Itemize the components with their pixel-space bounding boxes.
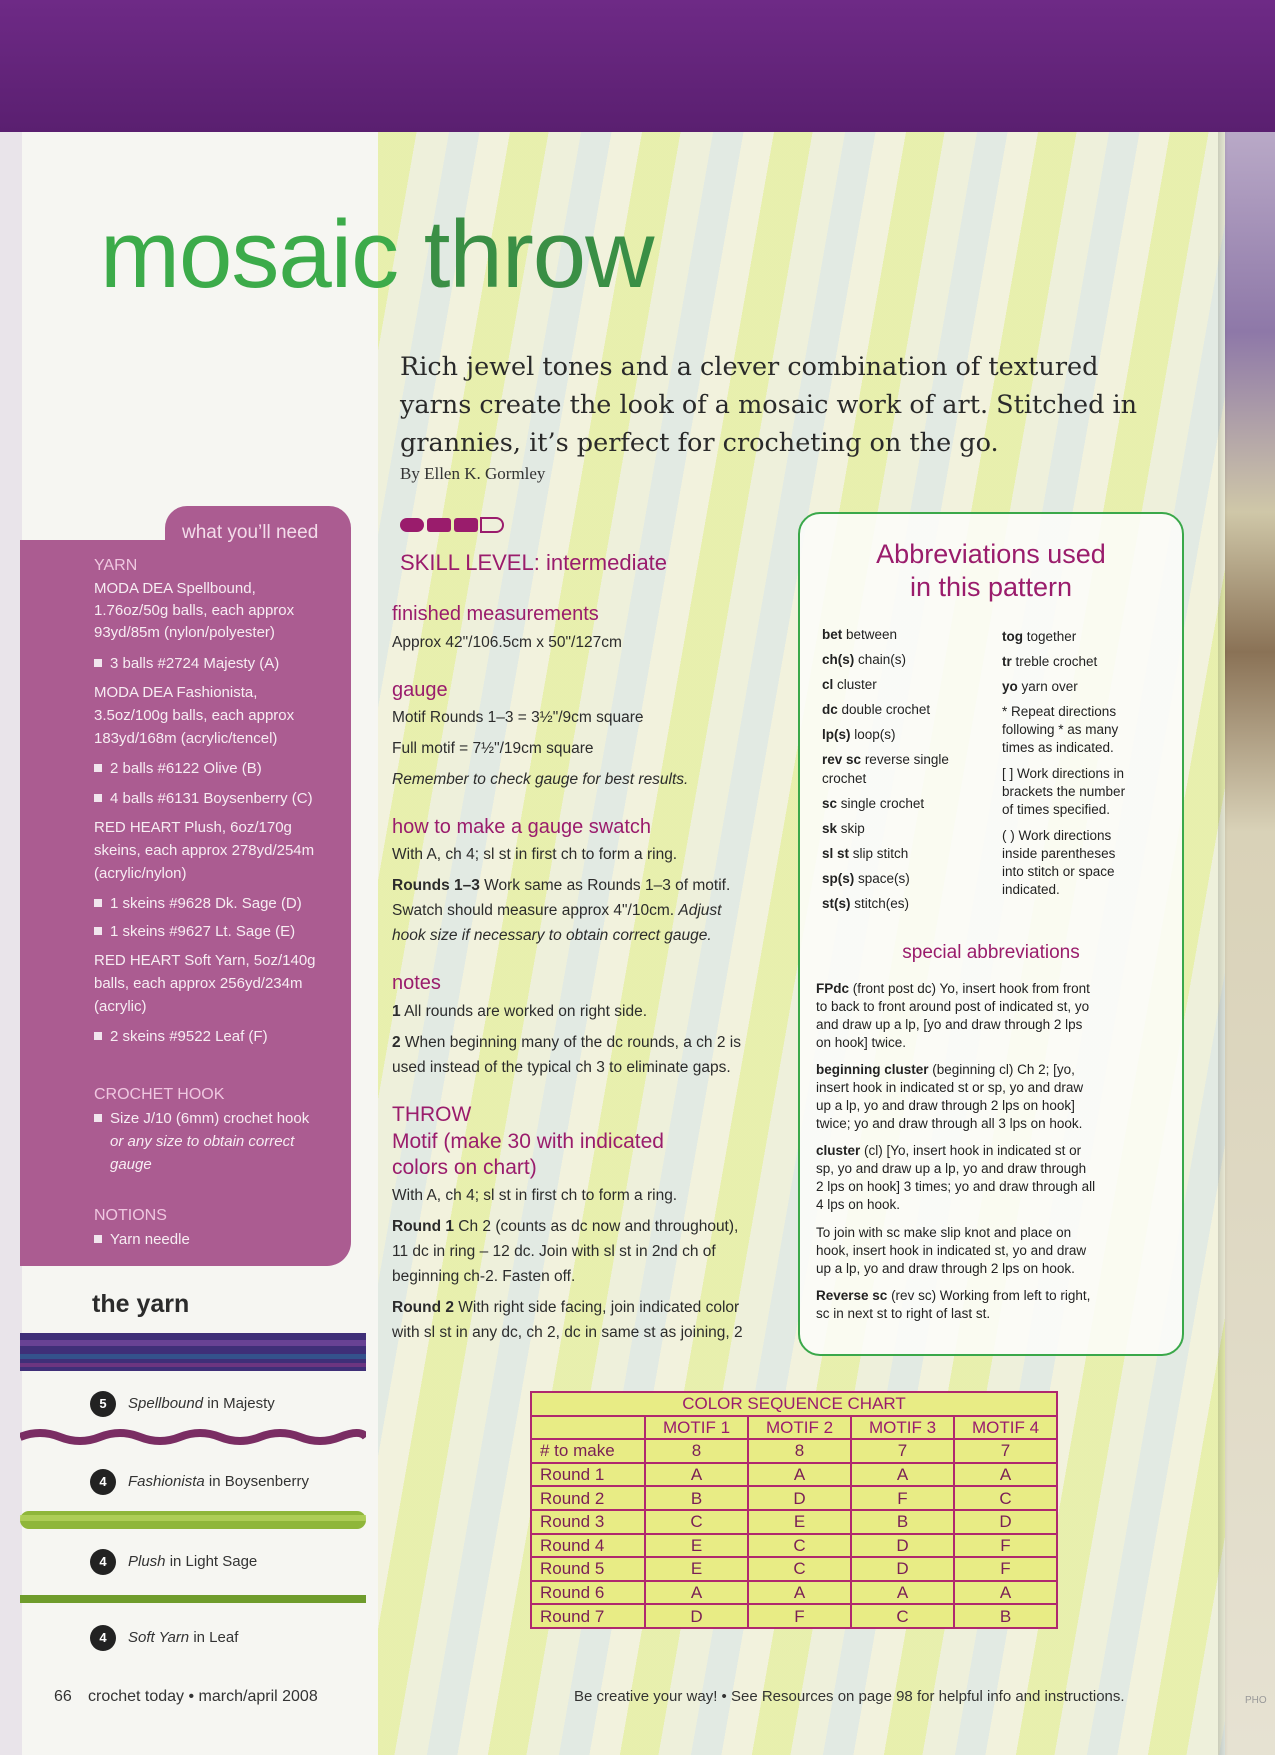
abbr-entry-cont: crochet [822,771,867,786]
swatch-line: With A, ch 4; sl st in first ch to form a ring. [392,846,678,863]
abbr-note: ( ) Work directions [1002,828,1112,843]
abbr-entry: ch(s) chain(s) [822,652,907,667]
needs-line: (acrylic) [94,998,147,1015]
round-1-cont: 11 dc in ring – 12 dc. Join with sl st in 2nd ch of [392,1243,716,1260]
abbr-entry: rev sc reverse single [822,752,949,767]
swatch-heading: how to make a gauge swatch [392,816,652,838]
gauge-line: Motif Rounds 1–3 = 3½"/9cm square [392,709,644,726]
measurements-text: Approx 42"/106.5cm x 50"/127cm [392,634,622,651]
abbr-note: inside parentheses [1002,846,1116,861]
yarn-label: 4 Plush in Light Sage [90,1549,257,1575]
yarn-strand-boysenberry [20,1426,366,1448]
weight-4-icon: 4 [90,1549,116,1575]
motif-heading: Motif (make 30 with indicated [392,1130,664,1153]
gauge-note: Remember to check gauge for best results. [392,771,689,788]
intro-paragraph: Rich jewel tones and a clever combination of textured yarns create the look of a mosaic work of art. Stitched in grannies, it’s perfect for crocheting on the go. [400,352,1138,458]
needs-title: what you’ll need [182,522,319,543]
magazine-footer: crochet today • march/april 2008 [88,1688,318,1705]
yarn-heading: the yarn [92,1290,190,1318]
abbr-entry: tr treble crochet [1002,654,1098,669]
note-1: 1 All rounds are worked on right side. [392,1003,648,1020]
gauge-heading: gauge [392,679,448,701]
round-1-cont: beginning ch-2. Fasten off. [392,1268,576,1285]
page-title [100,200,654,310]
throw-heading: THROW [392,1103,472,1126]
abbr-entry: dc double crochet [822,702,931,717]
adjacent-page-photo [1225,132,1275,1755]
needs-line: or any size to obtain correct [110,1133,295,1150]
chart-row: Round 7 D F C B [531,1604,1057,1628]
yarn-strand-leaf [20,1592,366,1606]
needs-item: 1 skeins #9628 Dk. Sage (D) [94,893,302,915]
chart-title: COLOR SEQUENCE CHART [531,1392,1057,1416]
swatch-line: hook size if necessary to obtain correct gauge. [392,927,712,944]
round-1: Round 1 Ch 2 (counts as dc now and throughout), [392,1218,739,1235]
skill-level-icon [400,516,512,534]
needs-line: gauge [110,1156,152,1173]
needs-line: (acrylic/nylon) [94,865,187,882]
note-2-cont: used instead of the typical ch 3 to eliminate gaps. [392,1059,731,1076]
page-fold-shadow [1218,132,1228,1755]
needs-line: skeins, each approx 278yd/254m [94,842,315,859]
abbr-entry: yo yarn over [1002,679,1078,694]
title-word-mosaic: mosaic [100,201,399,308]
note-2: 2 When beginning many of the dc rounds, a ch 2 is [392,1034,741,1051]
needs-line: balls, each approx 256yd/234m [94,975,303,992]
purple-top-band [0,0,1275,132]
yarn-label: 4 Soft Yarn in Leaf [90,1625,238,1651]
chart-col-header: MOTIF 2 [748,1416,851,1440]
abbr-entry: st(s) stitch(es) [822,896,910,911]
abbr-entry: sl st slip stitch [822,846,909,861]
page-number: 66 [54,1688,72,1705]
abbr-entry: cl cluster [822,677,877,692]
needs-line: 3.5oz/100g balls, each approx [94,707,295,724]
motif-heading-cont: colors on chart) [392,1156,537,1179]
needs-line: 93yd/85m (nylon/polyester) [94,624,275,641]
special-cluster: cluster (cl) [Yo, insert hook in indicated st or sp, yo and draw up a lp, yo and draw through 2 lps on hook] 3 times; yo and draw through all 4 lps on hook. [816,1143,1096,1212]
abbr-entry: tog together [1002,629,1077,644]
measurements-heading: finished measurements [392,603,599,625]
title-word-throw: throw [423,201,654,308]
needs-line: 183yd/168m (acrylic/tencel) [94,730,278,747]
special-abbreviations-heading: special abbreviations [902,942,1080,963]
chart-row: Round 2 B D F C [531,1486,1057,1510]
round-2: Round 2 With right side facing, join indicated color [392,1299,740,1316]
abbr-entry: bet between [822,627,898,642]
swatch-rounds: Rounds 1–3 Work same as Rounds 1–3 of motif. [392,877,731,894]
abbr-note: times as indicated. [1002,740,1114,755]
yarn-label: 4 Fashionista in Boysenberry [90,1469,309,1495]
needs-item: 2 skeins #9522 Leaf (F) [94,1026,268,1048]
footer-tagline: Be creative your way! • See Resources on page 98 for helpful info and instructions. [574,1688,1125,1705]
abbr-note: following * as many [1002,722,1119,737]
needs-item: Size J/10 (6mm) crochet hook [94,1108,309,1130]
abbr-note: into stitch or space [1002,864,1115,879]
special-fpdc: FPdc (front post dc) Yo, insert hook from front to back to front around post of indicated st, yo and draw up a lp, [yo and draw through 2 lps on hook] twice. [816,981,1090,1050]
needs-notions-heading: NOTIONS [94,1207,167,1224]
chart-row: Round 3 C E B D [531,1510,1057,1534]
needs-line: 1.76oz/50g balls, each approx [94,602,295,619]
yarn-label: 5 Spellbound in Majesty [90,1391,275,1417]
yarn-strand-majesty [20,1330,366,1374]
special-reverse-sc: Reverse sc (rev sc) Working from left to right, sc in next st to right of last st. [816,1288,1091,1321]
abbr-entry: sc single crochet [822,796,925,811]
special-beginning-cluster: beginning cluster (beginning cl) Ch 2; [yo, insert hook in indicated st or sp, yo and draw up a lp, yo and draw through 2 lps on hook] twice; yo and draw through all 3 lps on hook. [816,1062,1084,1131]
needs-hook-heading: CROCHET HOOK [94,1086,225,1103]
chart-col-header: MOTIF 3 [851,1416,954,1440]
abbreviations-title: Abbreviations used in this pattern [876,539,1106,602]
abbr-note: brackets the number [1002,784,1126,799]
needs-item: 4 balls #6131 Boysenberry (C) [94,788,313,810]
needs-line: MODA DEA Spellbound, [94,580,256,597]
adjacent-page-text: PHO [1245,1695,1267,1706]
needs-line: RED HEART Plush, 6oz/170g [94,819,292,836]
chart-corner [531,1416,645,1440]
needs-line: RED HEART Soft Yarn, 5oz/140g [94,952,316,969]
notes-heading: notes [392,972,441,994]
weight-4-icon: 4 [90,1469,116,1495]
chart-row: # to make 8 8 7 7 [531,1439,1057,1463]
needs-item: 2 balls #6122 Olive (B) [94,758,262,780]
chart-row: Round 5 E C D F [531,1557,1057,1581]
chart-row: Round 1 A A A A [531,1463,1057,1487]
chart-col-header: MOTIF 4 [954,1416,1057,1440]
abbr-note: [ ] Work directions in [1002,766,1125,781]
color-sequence-chart [530,1391,1058,1629]
abbr-note: * Repeat directions [1002,704,1117,719]
chart-row: Round 4 E C D F [531,1534,1057,1558]
abbr-note: of times specified. [1002,802,1111,817]
needs-item: 1 skeins #9627 Lt. Sage (E) [94,921,295,943]
special-join-sc: To join with sc make slip knot and place on hook, insert hook in indicated st, yo and draw up a lp, yo and draw through 2 lps on hook. [816,1225,1087,1276]
abbr-note: indicated. [1002,882,1060,897]
abbr-entry: lp(s) loop(s) [822,727,896,742]
weight-5-icon: 5 [90,1391,116,1417]
page-left-gutter [0,132,22,1755]
gauge-line: Full motif = 7½"/19cm square [392,740,594,757]
needs-line: MODA DEA Fashionista, [94,684,258,701]
needs-yarn-heading: YARN [94,557,138,574]
needs-item: 3 balls #2724 Majesty (A) [94,653,279,675]
motif-start: With A, ch 4; sl st in first ch to form a ring. [392,1187,678,1204]
abbr-entry: sp(s) space(s) [822,871,910,886]
byline: By Ellen K. Gormley [400,464,546,483]
swatch-line: Swatch should measure approx 4"/10cm. Adjust [392,902,722,919]
chart-row: Round 6 A A A A [531,1581,1057,1605]
round-2-cont: with sl st in any dc, ch 2, dc in same st as joining, 2 [392,1324,743,1341]
abbr-entry: sk skip [822,821,865,836]
weight-4-icon: 4 [90,1625,116,1651]
chart-col-header: MOTIF 1 [645,1416,748,1440]
needs-item: Yarn needle [94,1229,190,1251]
yarn-strand-light-sage [20,1505,366,1535]
skill-level: SKILL LEVEL: intermediate [400,550,668,575]
